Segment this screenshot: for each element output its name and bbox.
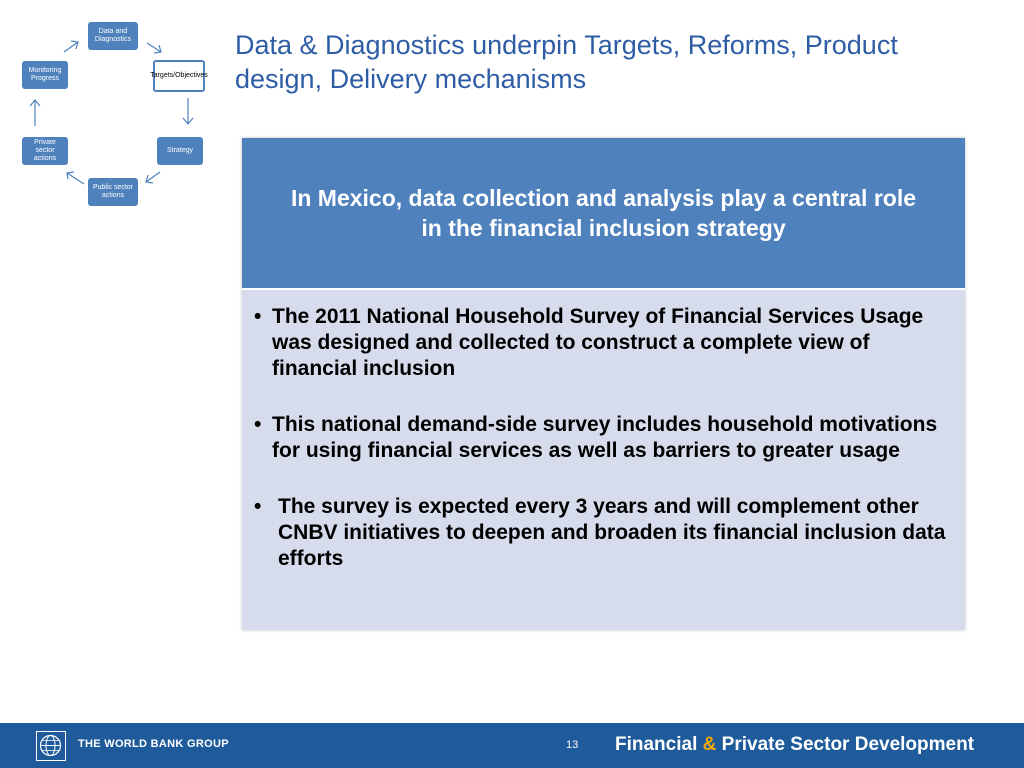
cycle-item-strategy: Strategy xyxy=(157,137,203,165)
bullet-icon: • xyxy=(254,413,262,436)
footer-ampersand: & xyxy=(702,734,717,755)
bullet-text: This national demand-side survey includes household motivations for using financial services as well as barriers to greater usage xyxy=(272,413,938,462)
bullet-item xyxy=(254,412,947,464)
bullet-item xyxy=(254,494,947,572)
bullet-text: The 2011 National Household Survey of Financial Services Usage was designed and collected to construct a complete view of financial inclusion xyxy=(272,305,924,380)
bullet-icon: • xyxy=(254,305,262,328)
page-number: 13 xyxy=(566,739,579,751)
bullet-text: The survey is expected every 3 years and will complement other CNBV initiatives to deepen and broaden its financial inclusion data efforts xyxy=(278,495,946,570)
footer-unit-part1: Financial xyxy=(615,734,703,755)
cycle-item-private: Private sector actions xyxy=(22,137,68,165)
globe-logo-icon xyxy=(36,731,66,761)
content-panel xyxy=(242,138,965,630)
footer-unit-name xyxy=(615,734,974,756)
arrow-icon xyxy=(147,43,161,52)
panel-header-text: In Mexico, data collection and analysis play a central role in the financial inclusion strategy xyxy=(290,185,917,241)
panel-header xyxy=(242,138,965,288)
cycle-item-public: Public sector actions xyxy=(88,178,138,206)
panel-body xyxy=(242,288,965,630)
footer-bar xyxy=(0,723,1024,768)
footer-org-name: THE WORLD BANK GROUP xyxy=(78,738,229,750)
cycle-item-data-diagnostics: Data and Diagnostics xyxy=(88,22,138,50)
arrow-icon xyxy=(67,173,84,184)
slide-title: Data & Diagnostics underpin Targets, Reforms, Product design, Delivery mechanisms xyxy=(235,30,898,94)
cycle-arrows xyxy=(0,0,220,220)
arrow-icon xyxy=(64,42,78,52)
arrow-icon xyxy=(146,172,160,182)
bullet-item xyxy=(254,304,947,382)
footer-unit-part2: Private Sector Development xyxy=(716,734,975,755)
cycle-item-targets: Targets/Objectives xyxy=(153,60,205,92)
bullet-icon: • xyxy=(254,495,262,518)
cycle-item-monitoring: Monitoring Progress xyxy=(22,61,68,89)
